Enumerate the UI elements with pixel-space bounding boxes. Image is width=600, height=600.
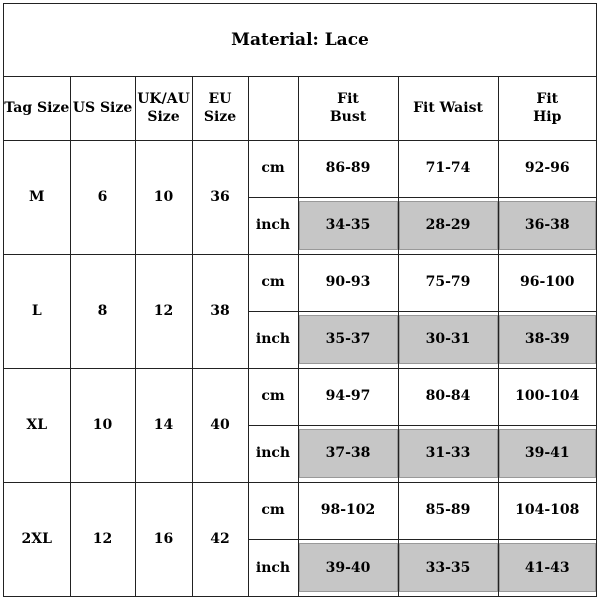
waist-cell: 80-84 (398, 368, 498, 425)
bust-cell (298, 425, 398, 482)
waist-value: 28-29 (399, 201, 498, 250)
bust-value: 35-37 (299, 315, 398, 364)
header-row (4, 76, 596, 140)
hip-cell (498, 425, 596, 482)
unit-cell: cm (248, 254, 298, 311)
waist-value: 31-33 (399, 429, 498, 478)
bust-value: 37-38 (299, 429, 398, 478)
table-row (4, 368, 596, 425)
table-row (4, 482, 596, 539)
eu-size-cell: 42 (192, 482, 248, 596)
hip-value: 41-43 (499, 543, 597, 592)
tag-size-cell: M (4, 140, 70, 254)
header-hip-line2: Hip (533, 108, 562, 125)
waist-cell (398, 197, 498, 254)
waist-value: 33-35 (399, 543, 498, 592)
header-ukau-size (135, 76, 192, 140)
unit-cell: cm (248, 368, 298, 425)
ukau-size-cell: 12 (135, 254, 192, 368)
header-fit-hip (498, 76, 596, 140)
hip-cell: 92-96 (498, 140, 596, 197)
hip-value: 39-41 (499, 429, 597, 478)
ukau-size-cell: 14 (135, 368, 192, 482)
hip-cell: 100-104 (498, 368, 596, 425)
waist-cell: 75-79 (398, 254, 498, 311)
waist-value: 30-31 (399, 315, 498, 364)
us-size-cell: 12 (70, 482, 135, 596)
hip-cell (498, 539, 596, 596)
table-row (4, 140, 596, 197)
eu-size-cell: 38 (192, 254, 248, 368)
header-us-size: US Size (70, 76, 135, 140)
header-hip-line1: Fit (536, 90, 559, 107)
chart-title: Material: Lace (4, 4, 596, 77)
bust-value: 39-40 (299, 543, 398, 592)
waist-cell (398, 311, 498, 368)
bust-cell: 94-97 (298, 368, 398, 425)
header-fit-waist: Fit Waist (398, 76, 498, 140)
us-size-cell: 6 (70, 140, 135, 254)
us-size-cell: 10 (70, 368, 135, 482)
eu-size-cell: 36 (192, 140, 248, 254)
header-unit (248, 76, 298, 140)
us-size-cell: 8 (70, 254, 135, 368)
header-bust-line2: Bust (329, 108, 367, 125)
bust-cell: 90-93 (298, 254, 398, 311)
waist-cell: 85-89 (398, 482, 498, 539)
hip-cell (498, 197, 596, 254)
unit-cell: inch (248, 311, 298, 368)
unit-cell: inch (248, 425, 298, 482)
waist-cell: 71-74 (398, 140, 498, 197)
ukau-size-cell: 10 (135, 140, 192, 254)
unit-cell: cm (248, 140, 298, 197)
header-fit-bust (298, 76, 398, 140)
bust-cell (298, 197, 398, 254)
waist-cell (398, 425, 498, 482)
table-row (4, 254, 596, 311)
header-ukau-line1: UK/AU (137, 90, 190, 107)
header-bust-line1: Fit (337, 90, 359, 107)
bust-cell: 98-102 (298, 482, 398, 539)
tag-size-cell: L (4, 254, 70, 368)
bust-cell (298, 311, 398, 368)
tag-size-cell: 2XL (4, 482, 70, 596)
hip-cell (498, 311, 596, 368)
header-tag-size: Tag Size (4, 76, 70, 140)
bust-value: 34-35 (299, 201, 398, 250)
unit-cell: cm (248, 482, 298, 539)
size-chart (3, 3, 597, 597)
hip-cell: 96-100 (498, 254, 596, 311)
unit-cell: inch (248, 539, 298, 596)
hip-value: 36-38 (499, 201, 597, 250)
header-eu-size: EU Size (192, 76, 248, 140)
header-ukau-line2: Size (147, 108, 180, 125)
bust-cell (298, 539, 398, 596)
unit-cell: inch (248, 197, 298, 254)
size-table (4, 76, 596, 597)
tag-size-cell: XL (4, 368, 70, 482)
ukau-size-cell: 16 (135, 482, 192, 596)
eu-size-cell: 40 (192, 368, 248, 482)
hip-value: 38-39 (499, 315, 597, 364)
hip-cell: 104-108 (498, 482, 596, 539)
waist-cell (398, 539, 498, 596)
bust-cell: 86-89 (298, 140, 398, 197)
